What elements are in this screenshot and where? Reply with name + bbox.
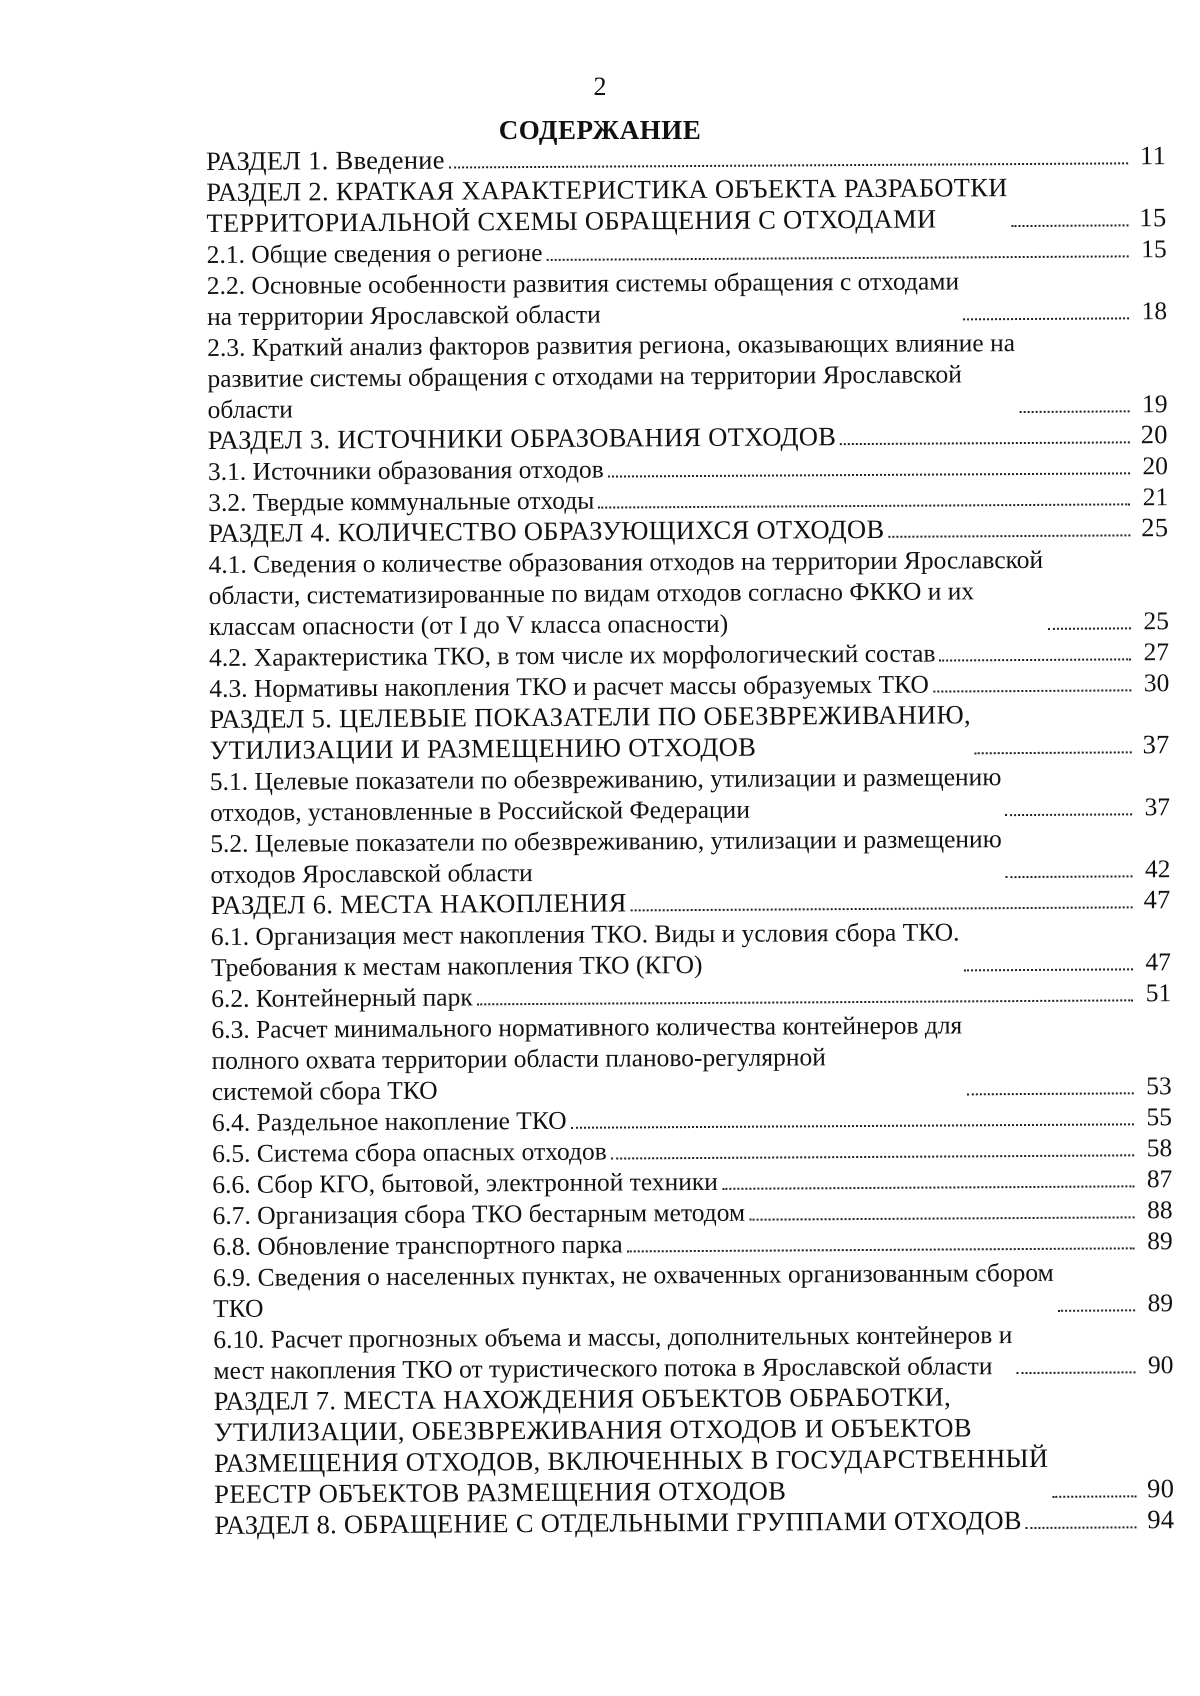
page-title: СОДЕРЖАНИЕ — [498, 115, 702, 145]
dot-leader — [611, 1153, 1134, 1159]
toc-entry — [207, 326, 1168, 425]
page-number: 2 — [593, 72, 607, 101]
toc-entry-text: 6.9. Сведения о населенных пунктах, не охваченных организованным сбором ТКО — [212, 1257, 1054, 1323]
toc-entry — [210, 760, 1170, 828]
toc-entry — [206, 171, 1166, 239]
toc-entry-text: РАЗДЕЛ 7. МЕСТА НАХОЖДЕНИЯ ОБЪЕКТОВ ОБРАБОТКИ, УТИЛИЗАЦИИ, ОБЕЗВРЕЖИВАНИЯ ОТХОДОВ И ОБЪЕКТОВ РАЗМЕЩЕНИЯ ОТХОДОВ, ВКЛЮЧЕННЫХ В ГОСУДАРСТВЕННЫЙ РЕЕСТР ОБЪЕКТОВ РАЗМЕЩЕНИЯ ОТХОДОВ — [213, 1381, 1049, 1509]
toc-entry — [214, 1504, 1174, 1541]
toc-entry — [214, 1380, 1175, 1510]
toc-entry-page: 90 — [1147, 1350, 1174, 1380]
toc-entry-page: 94 — [1147, 1504, 1175, 1535]
dot-leader — [1047, 626, 1130, 630]
dot-leader — [1053, 1494, 1137, 1498]
toc-entry-page: 11 — [1139, 140, 1167, 171]
toc-entry-text: 4.3. Нормативы накопления ТКО и расчет массы образуемых ТКО — [209, 669, 929, 703]
toc-entry-text: 6.5. Система сбора опасных отходов — [212, 1136, 607, 1168]
toc-entry-page: 37 — [1142, 729, 1170, 760]
toc-entry-text: 6.1. Организация мест накопления ТКО. Виды и условия сбора ТКО. Требования к местам накопления ТКО (КГО) — [210, 917, 960, 982]
toc-entry-text: 3.1. Источники образования отходов — [207, 454, 604, 486]
toc-entry-text: 6.8. Обновление транспортного парка — [212, 1229, 623, 1261]
dot-leader — [722, 1184, 1134, 1190]
toc-entry-text: РАЗДЕЛ 6. МЕСТА НАКОПЛЕНИЯ — [210, 887, 627, 920]
toc-entry — [208, 543, 1169, 642]
toc-entry-text: РАЗДЕЛ 2. КРАТКАЯ ХАРАКТЕРИСТИКА ОБЪЕКТА РАЗРАБОТКИ ТЕРРИТОРИАЛЬНОЙ СХЕМЫ ОБРАЩЕНИЯ С ОТХОДАМИ — [206, 172, 1008, 238]
toc-entry-text: 6.10. Расчет прогнозных объема и массы, дополнительных контейнеров и мест накопления ТКО от туристического потока в Ярославской области — [213, 1320, 1013, 1385]
toc-entry-page: 89 — [1147, 1288, 1174, 1318]
dot-leader — [1058, 1308, 1135, 1311]
dot-leader — [749, 1215, 1134, 1220]
toc-entry-text: 2.1. Общие сведения о регионе — [206, 237, 543, 269]
toc-entry-page: 42 — [1144, 854, 1171, 884]
toc-entry-text: 4.1. Сведения о количестве образования отходов на территории Ярославской области, систематизированные по видам отходов согласно ФККО и их классам опасности (от I до V класса опасности) — [208, 544, 1044, 641]
toc-entry — [211, 1008, 1172, 1107]
toc-entry-text: 6.3. Расчет минимального нормативного количества контейнеров для полного охвата территории области планово-регулярной системой сбора ТКО — [211, 1010, 963, 1106]
toc-entry-text: 6.4. Раздельное накопление ТКО — [211, 1105, 567, 1137]
dot-leader — [975, 750, 1132, 754]
toc-entry-page: 15 — [1139, 202, 1167, 233]
dot-leader — [571, 1122, 1134, 1128]
toc-entry-text: 2.2. Основные особенности развития системы обращения с отходами на территории Ярославской области — [206, 266, 960, 331]
dot-leader — [888, 533, 1130, 537]
toc-entry-text: 6.6. Сбор КГО, бытовой, электронной техники — [212, 1166, 718, 1199]
dot-leader — [477, 998, 1134, 1005]
toc-entry-page: 55 — [1146, 1102, 1173, 1132]
toc-entry-page: 58 — [1146, 1133, 1173, 1163]
toc-entry-page: 90 — [1147, 1473, 1175, 1504]
toc-entry-page: 19 — [1142, 389, 1168, 419]
toc-entry — [213, 1318, 1173, 1386]
toc-entry-page: 20 — [1140, 419, 1168, 450]
toc-entry-page: 87 — [1146, 1164, 1173, 1194]
dot-leader — [1019, 409, 1129, 413]
dot-leader — [964, 967, 1133, 971]
dot-leader — [963, 316, 1129, 320]
dot-leader — [967, 1091, 1134, 1095]
dot-leader — [1026, 1525, 1137, 1529]
toc-entry-page: 88 — [1146, 1195, 1173, 1225]
toc-entry-page: 89 — [1147, 1226, 1173, 1256]
toc-entry-page: 47 — [1145, 947, 1172, 977]
dot-leader — [449, 161, 1128, 168]
toc-entry-page: 20 — [1142, 451, 1169, 481]
toc-entry — [211, 915, 1171, 983]
toc-entry-page: 51 — [1145, 978, 1172, 1008]
dot-leader — [940, 657, 1132, 661]
toc-entry-page: 30 — [1143, 668, 1170, 698]
toc-entry — [209, 698, 1169, 766]
toc-entry-text: 6.2. Контейнерный парк — [211, 982, 473, 1013]
toc-entry-text: 2.3. Краткий анализ факторов развития региона, оказывающих влияние на развитие системы обращения с отходами на территории Ярославской области — [207, 328, 1016, 424]
dot-leader — [1006, 874, 1133, 878]
dot-leader — [933, 688, 1131, 692]
dot-leader — [1012, 223, 1129, 227]
toc-entry-page: 25 — [1141, 512, 1169, 543]
toc-entry-page: 18 — [1141, 296, 1168, 326]
toc-entry-text: 5.1. Целевые показатели по обезвреживанию, утилизации и размещению отходов, установленные в Российской Федерации — [209, 762, 1002, 827]
toc-entry-text: 6.7. Организация сбора ТКО бестарным методом — [212, 1197, 746, 1230]
toc-entry-page: 53 — [1146, 1071, 1172, 1101]
toc-entry-page: 47 — [1143, 884, 1171, 915]
dot-leader — [631, 905, 1133, 911]
toc-entry-text: 4.2. Характеристика ТКО, в том числе их морфологический состав — [209, 638, 936, 672]
table-of-contents — [206, 140, 1175, 1541]
toc-entry-page: 25 — [1143, 606, 1170, 636]
dot-leader — [608, 471, 1130, 477]
dot-leader — [840, 440, 1130, 445]
toc-entry-text: 5.2. Целевые показатели по обезвреживанию, утилизации и размещению отходов Ярославской области — [210, 824, 1002, 889]
toc-entry-page: 21 — [1142, 482, 1169, 512]
dot-leader — [627, 1246, 1135, 1252]
toc-entry-text: РАЗДЕЛ 8. ОБРАЩЕНИЕ С ОТДЕЛЬНЫМИ ГРУППАМИ ОТХОДОВ — [214, 1505, 1022, 1540]
toc-entry-text: РАЗДЕЛ 4. КОЛИЧЕСТВО ОБРАЗУЮЩИХСЯ ОТХОДОВ — [208, 513, 885, 548]
dot-leader — [1006, 812, 1133, 816]
toc-entry-text: 3.2. Твердые коммунальные отходы — [208, 485, 595, 517]
toc-entry — [210, 822, 1170, 890]
dot-leader — [598, 502, 1130, 508]
dot-leader — [1017, 1370, 1136, 1374]
toc-entry-page: 27 — [1143, 637, 1170, 667]
toc-entry-page: 15 — [1141, 234, 1167, 264]
toc-entry-page: 37 — [1144, 792, 1171, 822]
toc-entry — [207, 264, 1167, 332]
toc-entry-text: РАЗДЕЛ 1. Введение — [206, 144, 445, 176]
toc-entry-text: РАЗДЕЛ 5. ЦЕЛЕВЫЕ ПОКАЗАТЕЛИ ПО ОБЕЗВРЕЖИВАНИЮ, УТИЛИЗАЦИИ И РАЗМЕЩЕНИЮ ОТХОДОВ — [209, 699, 971, 765]
dot-leader — [547, 254, 1129, 261]
toc-entry — [213, 1256, 1173, 1324]
toc-entry-text: РАЗДЕЛ 3. ИСТОЧНИКИ ОБРАЗОВАНИЯ ОТХОДОВ — [207, 421, 837, 455]
